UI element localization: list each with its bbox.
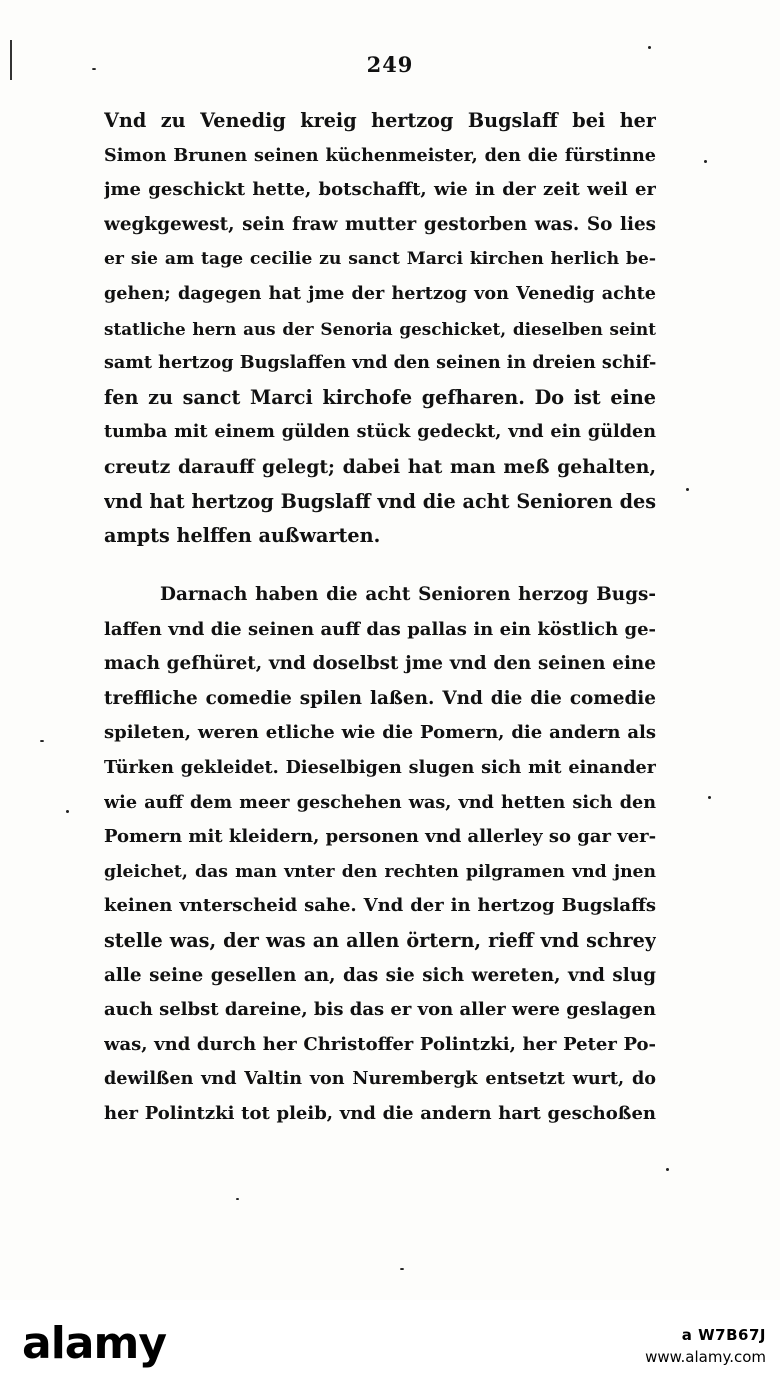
brand-logo: alamy [22,1318,166,1369]
scan-speck [704,160,707,163]
scan-speck [666,1168,669,1171]
text-line: Türken gekleidet. Dieselbigen slugen sich mit einander [104,756,656,778]
text-line: statliche hern aus der Senoria geschicket, dieselben seint [104,318,656,339]
text-line: dewilßen vnd Valtin von Nurembergk entsetzt wurt, do [104,1068,656,1090]
text-line: wegkgewest, sein fraw mutter gestorben was. So lies [104,213,656,235]
scan-speck [66,810,69,813]
text-line: keinen vnterscheid sahe. Vnd der in hertzog Bugslaffs [104,895,656,917]
text-line: stelle was, der was an allen örtern, rieff vnd schrey [104,928,656,952]
paragraph-2 [104,578,656,1132]
text-line: Darnach haben die acht Senioren herzog Bugs- [160,584,656,605]
text-line: her Polintzki tot pleib, vnd die andern hart geschoßen [104,1102,656,1124]
text-line: treffliche comedie spilen laßen. Vnd die die comedie [104,687,656,709]
text-line: spileten, weren etliche wie die Pomern, die andern als [104,722,656,744]
image-meta [645,1326,766,1366]
text-line: tumba mit einem gülden stück gedeckt, vnd ein gülden [104,421,656,443]
text-line: laffen vnd die seinen auff das pallas in ein köstlich ge- [104,618,656,640]
scan-speck [40,740,44,742]
text-line: alle seine gesellen an, das sie sich wereten, vnd slug [104,964,656,986]
scan-speck [400,1268,404,1270]
text-line: wie auff dem meer geschehen was, vnd hetten sich den [104,791,656,813]
text-line: er sie am tage cecilie zu sanct Marci kirchen herlich be- [104,249,656,270]
text-line: samt hertzog Bugslaffen vnd den seinen in dreien schif- [104,352,656,374]
paragraph-1 [104,104,656,554]
text-line: gehen; dagegen hat jme der hertzog von Venedig achte [104,282,656,304]
text-line: fen zu sanct Marci kirchofe gefharen. Do ist eine [104,385,656,409]
text-line: vnd hat hertzog Bugslaff vnd die acht Senioren des [104,489,656,513]
text-line: ampts helffen außwarten. [104,524,381,548]
text-line: Pomern mit kleidern, personen vnd allerley so gar ver- [104,826,656,848]
text-line: mach gefhüret, vnd doselbst jme vnd den seinen eine [104,653,656,675]
text-line: Vnd zu Venedig kreig hertzog Bugslaff bei her [104,109,656,132]
site-url: www.alamy.com [645,1348,766,1366]
text-line: gleichet, das man vnter den rechten pilgramen vnd jnen [104,861,656,882]
text-line: jme geschickt hette, botschafft, wie in der zeit weil er [104,179,656,201]
scan-speck [648,46,651,49]
scan-speck [92,68,96,70]
image-id: a W7B67J [681,1326,766,1344]
scan-speck [686,488,689,491]
text-line: auch selbst dareine, bis das er von aller were geslagen [104,999,656,1021]
text-line: Simon Brunen seinen küchenmeister, den die fürstinne [104,144,656,166]
text-line: creutz darauff gelegt; dabei hat man meß gehalten, [104,455,656,478]
scan-speck [236,1198,239,1200]
page-number: 249 [366,52,414,77]
scan-speck [708,796,711,799]
watermark-footer [0,1300,780,1390]
text-line: was, vnd durch her Christoffer Polintzki, her Peter Po- [104,1033,656,1055]
